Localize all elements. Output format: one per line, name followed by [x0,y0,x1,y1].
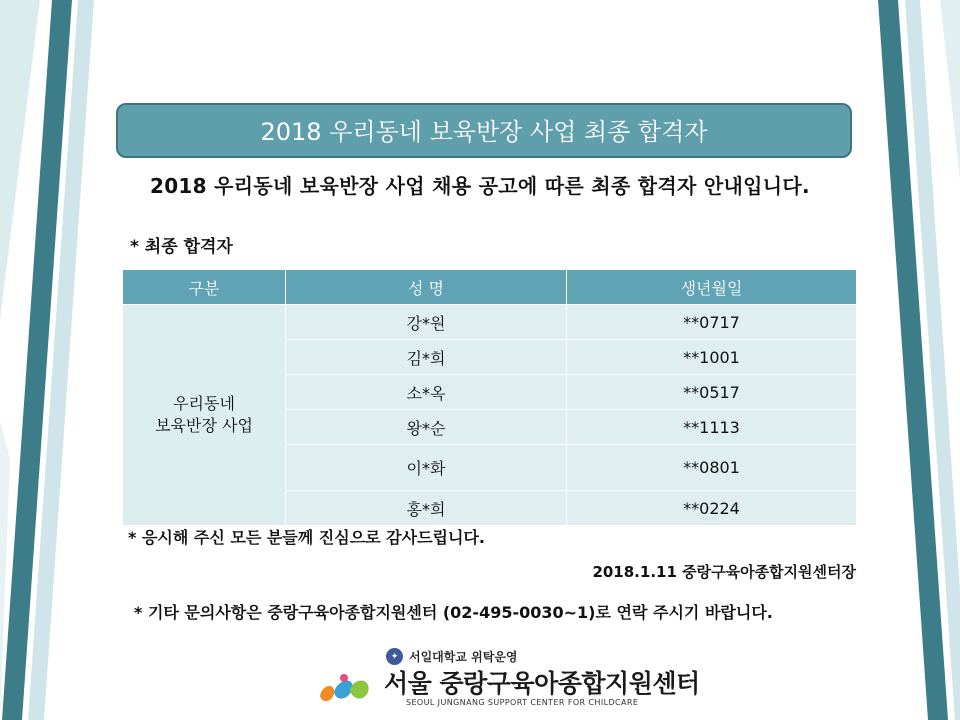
birth-cell: **0717 [567,305,857,340]
category-line-2: 보육반장 사업 [155,416,253,435]
center-logo-icon [316,670,376,708]
header-name: 성 명 [286,270,567,305]
thanks-note: * 응시해 주신 모든 분들께 진심으로 감사드립니다. [128,528,485,547]
birth-cell: **0224 [567,491,857,526]
birth-cell: **1113 [567,410,857,445]
university-emblem-icon: ✦ [386,648,403,665]
operator-text: 서일대학교 위탁운영 [409,650,518,664]
name-cell: 김*희 [286,340,567,375]
center-name-english: SEOUL JUNGNANG SUPPORT CENTER FOR CHILDCARE [406,698,639,707]
birth-cell: **0801 [567,445,857,491]
name-cell: 왕*순 [286,410,567,445]
name-cell: 이*화 [286,445,567,491]
category-line-1: 우리동네 [173,394,235,413]
name-cell: 홍*희 [286,491,567,526]
page-title: 2018 우리동네 보육반장 사업 최종 합격자 [116,103,852,158]
birth-cell: **0517 [567,375,857,410]
header-birthdate: 생년월일 [567,270,857,305]
signature: 2018.1.11 중랑구육아종합지원센터장 [592,563,856,581]
section-label: * 최종 합격자 [130,237,233,257]
table-header-row [123,270,857,305]
operator-label [386,648,518,665]
table-row [123,305,857,340]
category-cell [123,305,286,526]
name-cell: 소*옥 [286,375,567,410]
center-name: 서울 중랑구육아종합지원센터 [384,669,700,698]
name-cell: 강*원 [286,305,567,340]
subtitle: 2018 우리동네 보육반장 사업 채용 공고에 따른 최종 합격자 안내입니다. [150,174,810,198]
contact-note: * 기타 문의사항은 중랑구육아종합지원센터 (02-495-0030~1)로 연락 주시기 바랍니다. [134,603,773,622]
birth-cell: **1001 [567,340,857,375]
results-table [122,269,857,526]
header-category: 구분 [123,270,286,305]
center-logo [316,670,700,708]
